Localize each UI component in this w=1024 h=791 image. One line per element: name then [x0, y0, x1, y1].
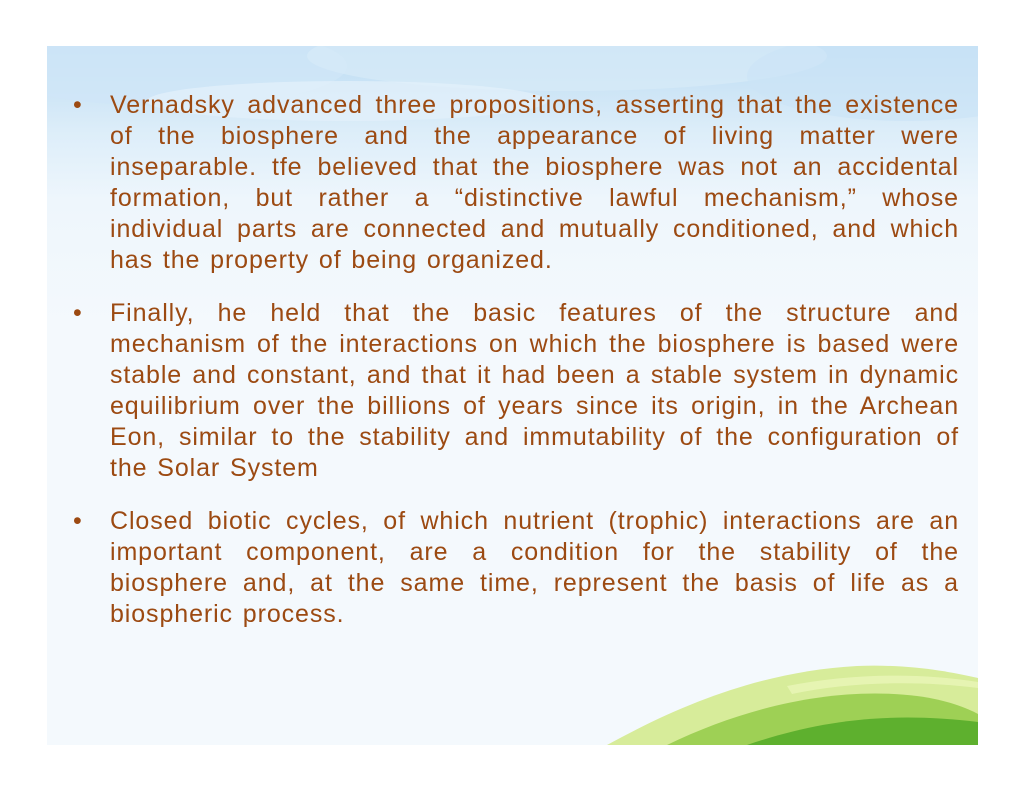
- slide: [47, 46, 978, 745]
- bullet-text: Closed biotic cycles, of which nutrient (trophic) interactions are an important component, are a condition for the stability of the biosphere and, at the same time, represent the basis of life as a biospheric process.: [110, 507, 959, 628]
- bullet-text: Finally, he held that the basic features of the structure and mechanism of the interactions on which the biosphere is based were stable and constant, and that it had been a stable system in dynamic equilibrium over the billions of years since its origin, in the Archean Eon, similar to the stability and immutability of the configuration of the Solar System: [110, 299, 959, 482]
- bullet-item: [71, 90, 959, 276]
- bullet-marker: •: [73, 507, 83, 535]
- bullet-marker: •: [73, 91, 83, 119]
- bullet-marker: •: [73, 299, 83, 327]
- bullet-item: [71, 298, 959, 484]
- bullet-item: [71, 506, 959, 630]
- bullet-text: Vernadsky advanced three propositions, asserting that the existence of the biosphere and the appearance of living matter were inseparable. tfe believed that the biosphere was not an accidental formation, but rather a “distinctive lawful mechanism,” whose individual parts are connected and mutually conditioned, and which has the property of being organized.: [110, 91, 959, 274]
- bullet-list: [71, 90, 959, 652]
